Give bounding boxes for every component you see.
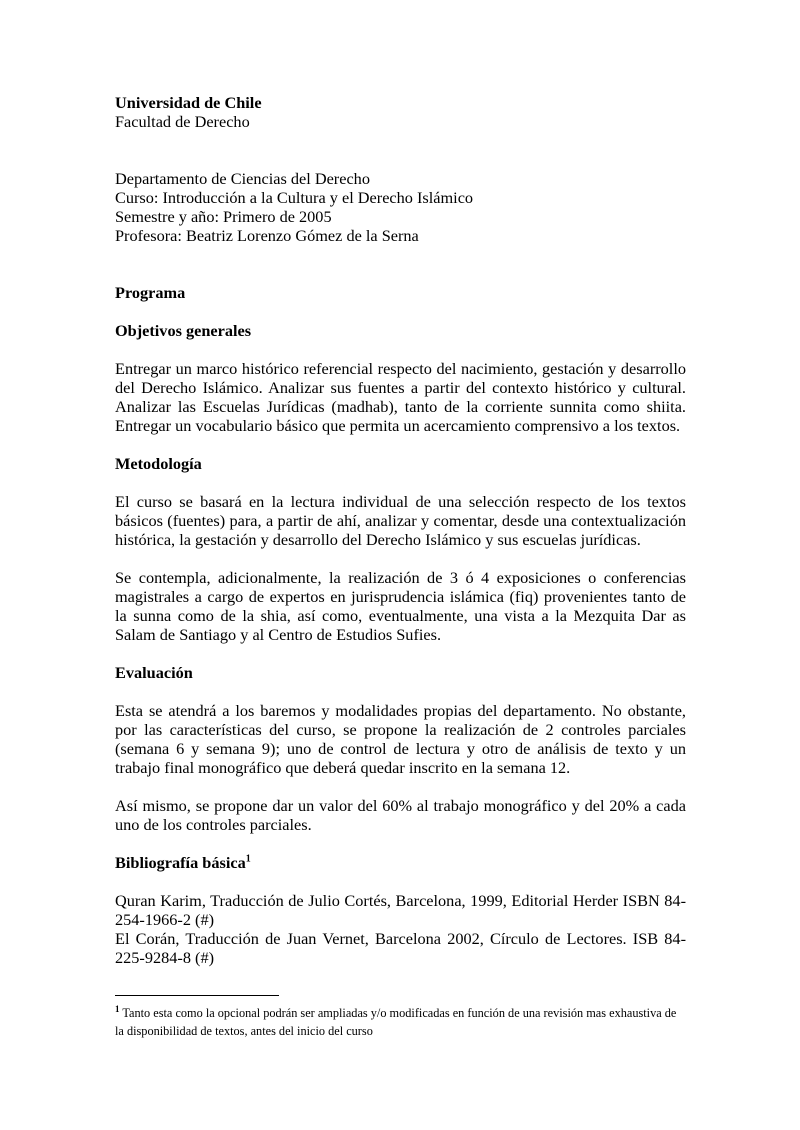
professor-line: Profesora: Beatriz Lorenzo Gómez de la Serna <box>115 226 419 245</box>
document-body <box>115 93 686 967</box>
footnote-reference: 1 <box>245 853 251 865</box>
course-info-block <box>115 169 686 245</box>
metodologia-paragraph-1: El curso se basará en la lectura individual de una selección respecto de los textos básicos (fuentes) para, a partir de ahí, analizar y comentar, desde una contextualización histórica, la gestación y desarrollo del Derecho Islámico y sus escuelas jurídicas. <box>115 492 686 549</box>
programa-heading: Programa <box>115 283 186 302</box>
bibliography-entry-1: Quran Karim, Traducción de Julio Cortés, Barcelona, 1999, Editorial Herder ISBN 84-254-1966-2 (#) <box>115 891 686 929</box>
objetivos-paragraph: Entregar un marco histórico referencial respecto del nacimiento, gestación y desarrollo del Derecho Islámico. Analizar sus fuentes a partir del contexto histórico y cultural. Analizar las Escuelas Jurídicas (madhab), tanto de la corriente sunnita como shiita. Entregar un vocabulario básico que permita un acercamiento comprensivo a los textos. <box>115 359 686 435</box>
evaluacion-heading: Evaluación <box>115 663 193 682</box>
semester-line: Semestre y año: Primero de 2005 <box>115 207 332 226</box>
institution-block <box>115 93 686 131</box>
footnote-number: 1 <box>115 1003 120 1014</box>
university-name: Universidad de Chile <box>115 93 262 112</box>
footnote-separator <box>115 995 279 996</box>
metodologia-paragraph-2: Se contempla, adicionalmente, la realización de 3 ó 4 exposiciones o conferencias magistrales a cargo de expertos en jurisprudencia islámica (fiq) provenientes tanto de la sunna como de la shia, así como, eventualmente, una vista a la Mezquita Dar as Salam de Santiago y al Centro de Estudios Sufies. <box>115 568 686 644</box>
course-line: Curso: Introducción a la Cultura y el Derecho Islámico <box>115 188 474 207</box>
evaluacion-paragraph-2: Así mismo, se propone dar un valor del 60% al trabajo monográfico y del 20% a cada uno de los controles parciales. <box>115 796 686 834</box>
footnote-text: Tanto esta como la opcional podrán ser ampliadas y/o modificadas en función de una revisión mas exhaustiva de la disponibilidad de textos, antes del inicio del curso <box>115 1006 677 1038</box>
objetivos-heading: Objetivos generales <box>115 321 252 340</box>
bibliografia-heading <box>115 853 686 872</box>
evaluacion-paragraph-1: Esta se atendrá a los baremos y modalidades propias del departamento. No obstante, por las características del curso, se propone la realización de 2 controles parciales (semana 6 y semana 9); uno de control de lectura y otro de análisis de texto y un trabajo final monográfico que deberá quedar inscrito en la semana 12. <box>115 701 686 777</box>
footnote <box>115 1004 686 1040</box>
bibliography-entry-2: El Corán, Traducción de Juan Vernet, Barcelona 2002, Círculo de Lectores. ISB 84-225-9284-8 (#) <box>115 929 686 967</box>
faculty-name: Facultad de Derecho <box>115 112 250 131</box>
metodologia-heading: Metodología <box>115 454 202 473</box>
bibliografia-title: Bibliografía básica <box>115 853 246 872</box>
department-line: Departamento de Ciencias del Derecho <box>115 169 370 188</box>
